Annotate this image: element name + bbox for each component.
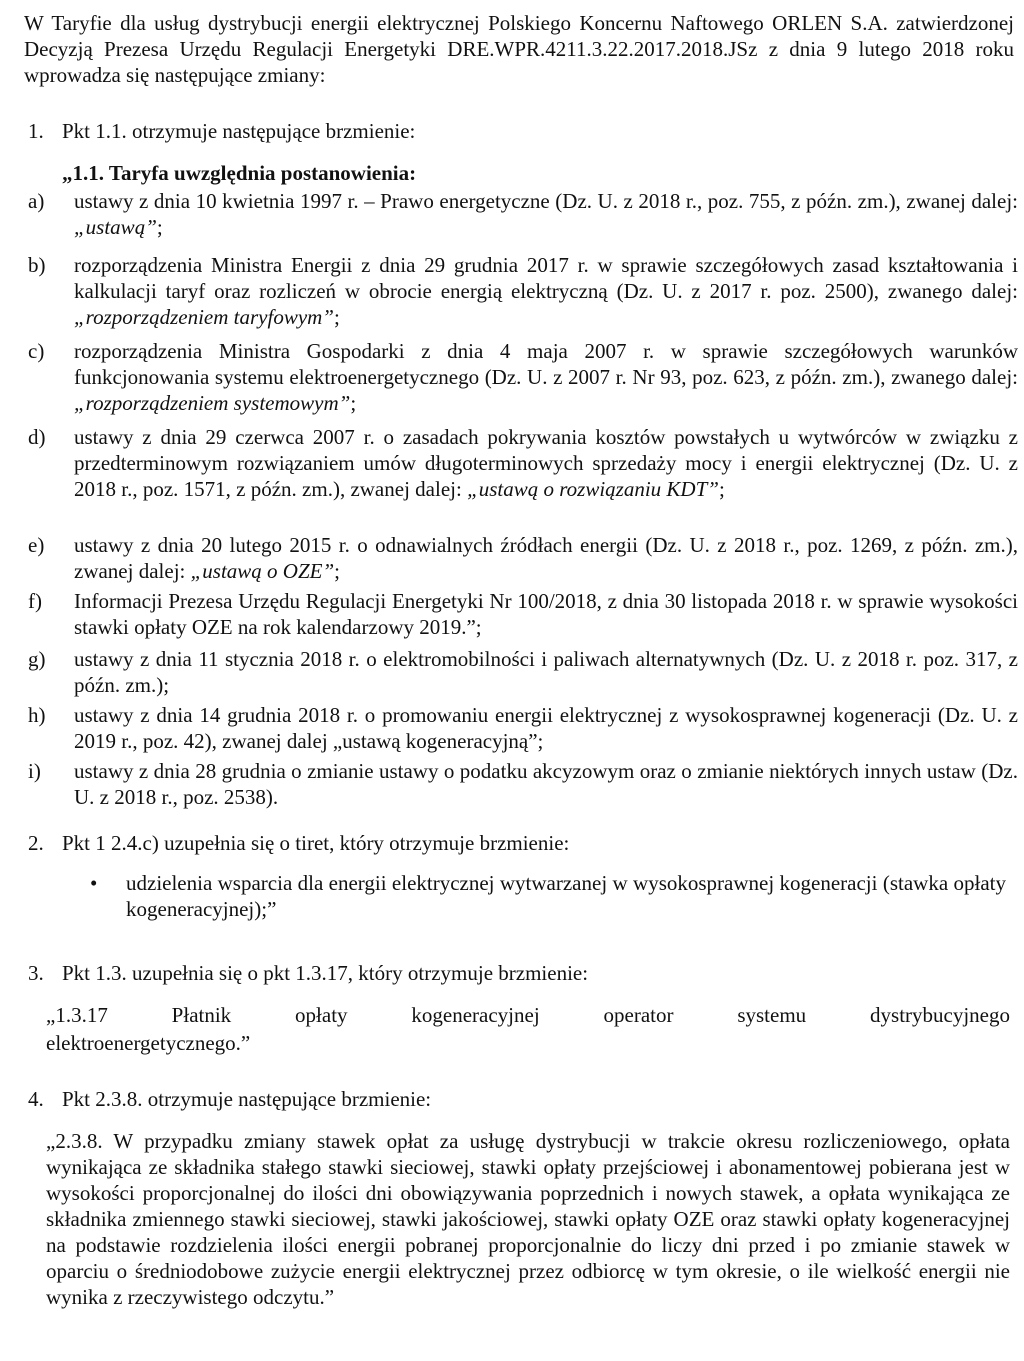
list-item-text	[74, 338, 1018, 416]
item-italic: „ustawą”	[74, 215, 157, 239]
section-3-number: 3.	[28, 961, 44, 985]
item-text: ustawy z dnia 20 lutego 2015 r. o odnawialnych źródłach energii (Dz. U. z 2018 r., poz. 1269, z późn. zm.), zwanej dalej:	[74, 533, 1018, 583]
list-item-text: ustawy z dnia 14 grudnia 2018 r. o promowaniu energii elektrycznej z wysokosprawnej kogeneracji (Dz. U. z 2019 r., poz. 42), zwanej dalej „ustawą kogeneracyjną”;	[74, 703, 1018, 753]
list-item-text: ustawy z dnia 28 grudnia o zmianie ustawy o podatku akcyzowym oraz o zmianie niektórych innych ustaw (Dz. U. z 2018 r., poz. 2538).	[74, 759, 1018, 809]
item-tail: ;	[156, 215, 163, 239]
item-text: rozporządzenia Ministra Gospodarki z dnia 4 maja 2007 r. w sprawie szczegółowych warunków funkcjonowania systemu elektroenergetycznego (Dz. U. z 2007 r. Nr 93, poz. 623, z późn. zm.), zwanego dalej:	[74, 339, 1018, 389]
section-4-quote: „2.3.8. W przypadku zmiany stawek opłat za usługę dystrybucji w trakcie okresu rozliczeniowego, opłata wynikająca ze składnika stałego stawki sieciowej, stawki opłaty przejściowej i abonamentowej pobierana jest w wysokości proporcjonalnej do ilości dni obowiązywania poprzednich i nowych stawek, a opłata wynikająca ze składnika zmiennego stawki sieciowej, stawki jakościowej, stawki opłaty OZE oraz stawki opłaty kogeneracyjnej na podstawie rozdzielenia ilości energii pobranej proporcjonalnie do liczy dni przed i po zmianie stawek w oparciu o średniodobowe zużycie energii elektrycznej przez odbiorcę w tym okresie, o ile wielkość energii nie wynika z rzeczywistego odczytu.”	[46, 1129, 1010, 1309]
item-tail: ;	[334, 559, 340, 583]
bullet-text: udzielenia wsparcia dla energii elektrycznej wytwarzanej w wysokosprawnej kogeneracji (stawka opłaty kogeneracyjnej);”	[126, 871, 1006, 921]
list-item-label: h)	[28, 703, 46, 727]
list-item-label: c)	[28, 339, 45, 363]
list-item-text: ustawy z dnia 11 stycznia 2018 r. o elektromobilności i paliwach alternatywnych (Dz. U. z 2018 r. poz. 317, z późn. zm.);	[74, 647, 1018, 697]
section-4-heading: Pkt 2.3.8. otrzymuje następujące brzmienie:	[62, 1087, 432, 1111]
list-item-text	[74, 252, 1018, 330]
section-2-number: 2.	[28, 831, 44, 855]
list-item-label: a)	[28, 189, 45, 213]
section-3-quote-line2: elektroenergetycznego.”	[46, 1031, 251, 1055]
list-item-label: f)	[28, 589, 42, 613]
item-italic: „ustawą o OZE”	[190, 559, 335, 583]
item-italic: „ustawą o rozwiązaniu KDT”	[467, 477, 719, 501]
list-item-label: g)	[28, 647, 46, 671]
item-tail: ;	[718, 477, 725, 501]
list-item-label: e)	[28, 533, 45, 557]
list-item-text	[74, 424, 1018, 502]
item-italic: „rozporządzeniem systemowym”	[74, 391, 351, 415]
intro-paragraph: W Taryfie dla usług dystrybucji energii elektrycznej Polskiego Koncernu Naftowego ORLEN S.A. zatwierdzonej Decyzją Prezesa Urzędu Regulacji Energetyki DRE.WPR.4211.3.22.2017.2018.JSz z dnia 9 lutego 2018 roku wprowadza się następujące zmiany:	[24, 11, 1014, 87]
section-1-subheading: „1.1. Taryfa uwzględnia postanowienia:	[62, 161, 417, 185]
item-text: ustawy z dnia 10 kwietnia 1997 r. – Prawo energetyczne (Dz. U. z 2018 r., poz. 755, z późn. zm.), zwanej dalej:	[74, 189, 1018, 213]
list-item-label: i)	[28, 759, 41, 783]
item-text: ustawy z dnia 29 czerwca 2007 r. o zasadach pokrywania kosztów powstałych u wytwórców w związku z przedterminowym rozwiązaniem umów długoterminowych sprzedaży mocy i energii elektrycznej (Dz. U. z 2018 r., poz. 1571, z późn. zm.), zwanej dalej:	[74, 425, 1018, 501]
section-4-number: 4.	[28, 1087, 44, 1111]
list-item-text: Informacji Prezesa Urzędu Regulacji Energetyki Nr 100/2018, z dnia 30 listopada 2018 r. w sprawie wysokości stawki opłaty OZE na rok kalendarzowy 2019.”;	[74, 589, 1018, 639]
list-item-label: b)	[28, 253, 46, 277]
bullet-icon: •	[90, 871, 98, 895]
section-2-heading: Pkt 1 2.4.c) uzupełnia się o tiret, który otrzymuje brzmienie:	[62, 831, 570, 855]
item-tail: ;	[350, 391, 357, 415]
section-3-heading: Pkt 1.3. uzupełnia się o pkt 1.3.17, który otrzymuje brzmienie:	[62, 961, 589, 985]
list-item-text	[74, 532, 1018, 584]
item-tail: ;	[334, 305, 340, 329]
section-1-number: 1.	[28, 119, 44, 143]
list-item-label: d)	[28, 425, 46, 449]
list-item-text	[74, 188, 1018, 240]
item-text: rozporządzenia Ministra Energii z dnia 29 grudnia 2017 r. w sprawie szczegółowych zasad kształtowania i kalkulacji taryf oraz rozliczeń w obrocie energią elektryczną (Dz. U. z 2017 r. poz. 2500), zwanego dalej:	[74, 253, 1018, 303]
section-1-heading: Pkt 1.1. otrzymuje następujące brzmienie:	[62, 119, 416, 143]
section-3-quote-line1: „1.3.17 Płatnik opłaty kogeneracyjnej operator systemu dystrybucyjnego	[46, 1003, 1010, 1027]
item-italic: „rozporządzeniem taryfowym”	[74, 305, 334, 329]
